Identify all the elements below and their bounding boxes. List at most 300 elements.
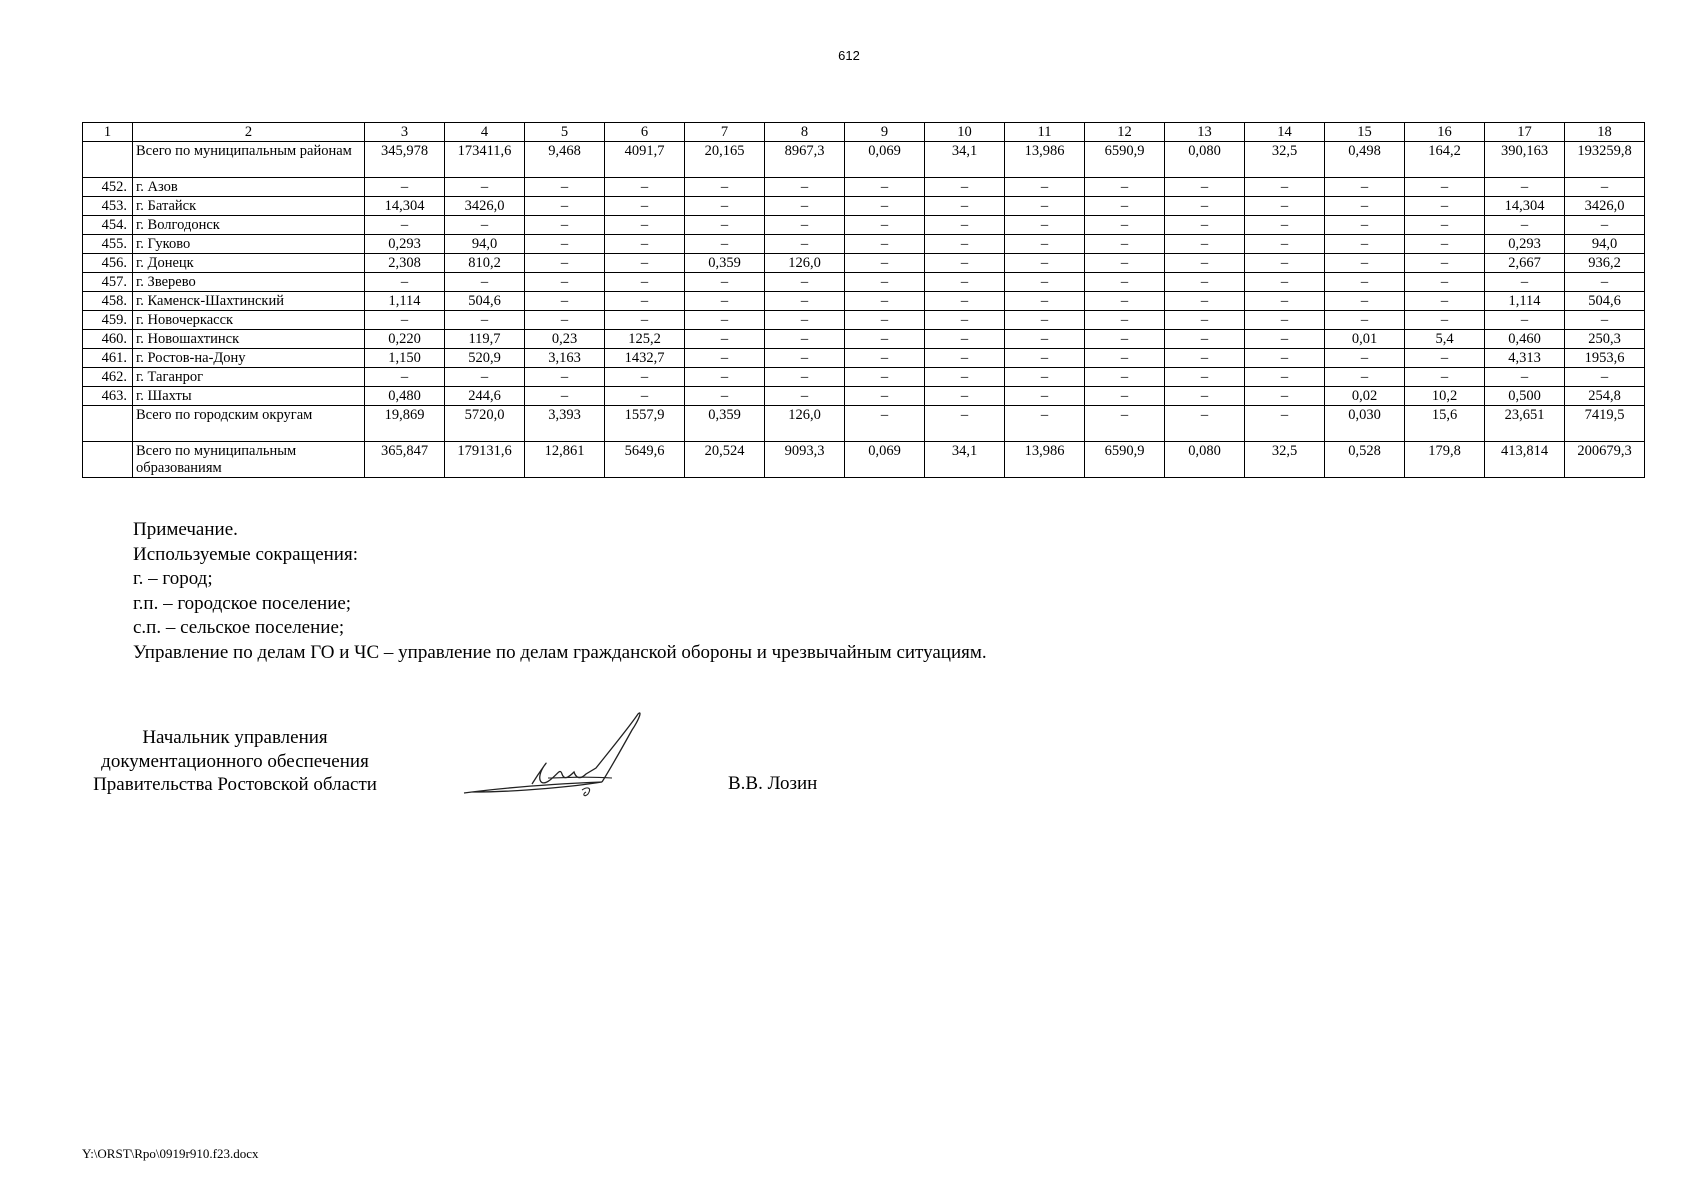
table-cell: – <box>1325 178 1405 197</box>
table-cell: – <box>925 311 1005 330</box>
note-line: с.п. – сельское поселение; <box>133 617 345 638</box>
table-cell: – <box>1005 292 1085 311</box>
row-name: г. Гуково <box>133 235 365 254</box>
table-cell: 20,165 <box>685 142 765 178</box>
table-cell: – <box>765 235 845 254</box>
table-cell: – <box>845 273 925 292</box>
table-row <box>83 406 1645 442</box>
table-cell: – <box>925 387 1005 406</box>
table-cell: 345,978 <box>365 142 445 178</box>
signer-title-line: Начальник управления <box>142 727 328 748</box>
table-cell: – <box>845 311 925 330</box>
table-cell: – <box>1245 406 1325 442</box>
table-cell: – <box>925 330 1005 349</box>
table-cell: – <box>685 216 765 235</box>
table-cell: 0,498 <box>1325 142 1405 178</box>
table-cell: 413,814 <box>1485 442 1565 478</box>
column-header: 9 <box>845 123 925 142</box>
table-cell: – <box>1325 349 1405 368</box>
table-cell: – <box>1165 178 1245 197</box>
data-table <box>82 122 1645 478</box>
table-cell: – <box>845 387 925 406</box>
table-cell: – <box>1325 216 1405 235</box>
table-cell: – <box>525 216 605 235</box>
table-cell: – <box>525 311 605 330</box>
table-cell: – <box>1485 178 1565 197</box>
table-cell: – <box>765 178 845 197</box>
table-cell: – <box>925 254 1005 273</box>
table-cell: – <box>1565 178 1645 197</box>
table-cell: – <box>845 349 925 368</box>
row-number: 455. <box>83 235 133 254</box>
table-cell: – <box>525 178 605 197</box>
row-name: г. Таганрог <box>133 368 365 387</box>
table-cell: – <box>1565 368 1645 387</box>
table-cell: – <box>1245 254 1325 273</box>
table-cell: – <box>605 292 685 311</box>
table-cell: – <box>605 387 685 406</box>
table-row <box>83 442 1645 478</box>
row-name: Всего по городским округам <box>133 406 365 442</box>
table-cell: 5720,0 <box>445 406 525 442</box>
column-header: 13 <box>1165 123 1245 142</box>
table-cell: – <box>1165 254 1245 273</box>
table-cell: 0,080 <box>1165 142 1245 178</box>
table-row <box>83 142 1645 178</box>
row-number: 453. <box>83 197 133 216</box>
table-cell: 14,304 <box>1485 197 1565 216</box>
table-cell: – <box>1165 368 1245 387</box>
table-cell: 126,0 <box>765 254 845 273</box>
table-cell: – <box>1485 368 1565 387</box>
table-cell: – <box>1165 330 1245 349</box>
row-name: Всего по муниципальным районам <box>133 142 365 178</box>
table-cell: – <box>445 273 525 292</box>
table-cell: – <box>1245 273 1325 292</box>
table-cell: 0,069 <box>845 442 925 478</box>
table-cell: – <box>365 178 445 197</box>
table-cell: – <box>765 330 845 349</box>
row-number <box>83 442 133 478</box>
table-cell: 94,0 <box>445 235 525 254</box>
table-cell: – <box>845 368 925 387</box>
table-cell: 94,0 <box>1565 235 1645 254</box>
file-path: Y:\ORST\Rpo\0919r910.f23.docx <box>82 1146 259 1161</box>
row-name: г. Зверево <box>133 273 365 292</box>
table-cell: 13,986 <box>1005 442 1085 478</box>
table-cell: 20,524 <box>685 442 765 478</box>
table-cell: 6590,9 <box>1085 442 1165 478</box>
table-cell: – <box>1325 273 1405 292</box>
table-cell: – <box>1325 292 1405 311</box>
table-row <box>83 197 1645 216</box>
table-cell: – <box>765 387 845 406</box>
table-cell: – <box>605 178 685 197</box>
table-cell: 1,114 <box>365 292 445 311</box>
table-cell: 365,847 <box>365 442 445 478</box>
row-name: г. Донецк <box>133 254 365 273</box>
table-row <box>83 368 1645 387</box>
table-cell: – <box>1085 235 1165 254</box>
table-cell: – <box>1485 216 1565 235</box>
table-cell: – <box>525 368 605 387</box>
table-cell: – <box>765 311 845 330</box>
table-cell: 504,6 <box>1565 292 1645 311</box>
table-cell: – <box>685 349 765 368</box>
table-cell: – <box>1085 406 1165 442</box>
table-cell: – <box>605 235 685 254</box>
table-cell: 2,667 <box>1485 254 1565 273</box>
table-cell: 0,480 <box>365 387 445 406</box>
table-cell: – <box>1165 235 1245 254</box>
table-row <box>83 349 1645 368</box>
table-cell: – <box>1565 311 1645 330</box>
table-cell: – <box>525 197 605 216</box>
table-cell: – <box>1005 254 1085 273</box>
table-cell: – <box>1085 216 1165 235</box>
table-cell: – <box>1565 273 1645 292</box>
table-cell: – <box>845 216 925 235</box>
table-cell: – <box>445 368 525 387</box>
row-number: 459. <box>83 311 133 330</box>
table-row <box>83 387 1645 406</box>
row-number: 461. <box>83 349 133 368</box>
table-row <box>83 273 1645 292</box>
table-row <box>83 235 1645 254</box>
table-cell: – <box>1405 235 1485 254</box>
table-cell: – <box>685 178 765 197</box>
table-cell: – <box>685 273 765 292</box>
table-cell: – <box>1325 197 1405 216</box>
table-cell: – <box>605 254 685 273</box>
table-cell: – <box>1405 311 1485 330</box>
table-row <box>83 311 1645 330</box>
table-cell: 179,8 <box>1405 442 1485 478</box>
handwritten-signature <box>462 708 672 803</box>
table-cell: 6590,9 <box>1085 142 1165 178</box>
note-line: г. – город; <box>133 568 213 589</box>
table-cell: 0,01 <box>1325 330 1405 349</box>
table-cell: – <box>685 292 765 311</box>
note-line: Используемые сокращения: <box>133 543 358 565</box>
table-cell: 32,5 <box>1245 142 1325 178</box>
table-cell: – <box>1165 292 1245 311</box>
table-cell: – <box>925 216 1005 235</box>
row-number: 456. <box>83 254 133 273</box>
table-cell: 250,3 <box>1565 330 1645 349</box>
table-cell: – <box>765 349 845 368</box>
table-cell: 0,528 <box>1325 442 1405 478</box>
table-cell: 244,6 <box>445 387 525 406</box>
table-cell: – <box>1085 349 1165 368</box>
table-cell: – <box>1005 349 1085 368</box>
row-name: г. Новошахтинск <box>133 330 365 349</box>
table-cell: – <box>1405 273 1485 292</box>
table-cell: – <box>1405 254 1485 273</box>
column-header: 18 <box>1565 123 1645 142</box>
table-cell: – <box>525 387 605 406</box>
table-cell: – <box>1245 349 1325 368</box>
table-cell: – <box>1085 311 1165 330</box>
column-header: 6 <box>605 123 685 142</box>
table-cell: 12,861 <box>525 442 605 478</box>
table-cell: – <box>445 311 525 330</box>
row-number: 462. <box>83 368 133 387</box>
table-cell: – <box>1005 178 1085 197</box>
table-cell: – <box>1405 349 1485 368</box>
table-cell: – <box>1405 216 1485 235</box>
table-cell: 5649,6 <box>605 442 685 478</box>
table-cell: – <box>1085 273 1165 292</box>
table-cell: 0,069 <box>845 142 925 178</box>
table-cell: 8967,3 <box>765 142 845 178</box>
table-cell: – <box>1165 216 1245 235</box>
table-cell: – <box>1005 387 1085 406</box>
table-cell: – <box>1085 254 1165 273</box>
table-cell: – <box>845 197 925 216</box>
table-cell: – <box>605 311 685 330</box>
table-cell: – <box>685 311 765 330</box>
table-cell: 3426,0 <box>445 197 525 216</box>
table-cell: – <box>685 387 765 406</box>
table-cell: – <box>1565 216 1645 235</box>
table-cell: – <box>1245 330 1325 349</box>
table-cell: 3,393 <box>525 406 605 442</box>
table-cell: – <box>1325 368 1405 387</box>
table-cell: 0,359 <box>685 406 765 442</box>
table-cell: – <box>685 235 765 254</box>
table-cell: – <box>925 349 1005 368</box>
signer-name: В.В. Лозин <box>728 773 818 794</box>
table-header <box>83 123 1645 142</box>
table-cell: – <box>1165 197 1245 216</box>
column-header: 10 <box>925 123 1005 142</box>
table-cell: 10,2 <box>1405 387 1485 406</box>
table-row <box>83 254 1645 273</box>
table-cell: – <box>1405 178 1485 197</box>
table-cell: 3,163 <box>525 349 605 368</box>
table-cell: – <box>1245 292 1325 311</box>
row-number: 457. <box>83 273 133 292</box>
row-name: г. Шахты <box>133 387 365 406</box>
column-header: 5 <box>525 123 605 142</box>
row-name: г. Ростов-на-Дону <box>133 349 365 368</box>
table-cell: 1557,9 <box>605 406 685 442</box>
row-number <box>83 142 133 178</box>
table-cell: – <box>925 197 1005 216</box>
column-header: 8 <box>765 123 845 142</box>
table-cell: – <box>1005 406 1085 442</box>
table-cell: – <box>1005 368 1085 387</box>
table-cell: 2,308 <box>365 254 445 273</box>
row-number: 463. <box>83 387 133 406</box>
table-cell: – <box>1245 178 1325 197</box>
table-row <box>83 178 1645 197</box>
table-cell: – <box>845 235 925 254</box>
table-cell: 173411,6 <box>445 142 525 178</box>
table-cell: – <box>1165 387 1245 406</box>
table-cell: – <box>1325 254 1405 273</box>
table-cell: 1,150 <box>365 349 445 368</box>
row-name: г. Каменск-Шахтинский <box>133 292 365 311</box>
table-row <box>83 330 1645 349</box>
row-name: г. Волгодонск <box>133 216 365 235</box>
table-cell: – <box>925 292 1005 311</box>
table-cell: 1953,6 <box>1565 349 1645 368</box>
row-number <box>83 406 133 442</box>
table-cell: – <box>605 273 685 292</box>
row-number: 452. <box>83 178 133 197</box>
table-cell: – <box>1405 292 1485 311</box>
table-cell: – <box>1085 368 1165 387</box>
signer-title-line: Правительства Ростовской области <box>93 774 377 795</box>
table-cell: – <box>845 330 925 349</box>
table-cell: – <box>1405 197 1485 216</box>
table-cell: 504,6 <box>445 292 525 311</box>
page-number: 612 <box>838 48 860 63</box>
table-cell: 125,2 <box>605 330 685 349</box>
table-cell: – <box>1245 311 1325 330</box>
column-header: 17 <box>1485 123 1565 142</box>
table-cell: – <box>1005 216 1085 235</box>
table-cell: – <box>925 273 1005 292</box>
row-name: г. Азов <box>133 178 365 197</box>
table-cell: 0,030 <box>1325 406 1405 442</box>
table-cell: – <box>925 235 1005 254</box>
table-cell: – <box>605 368 685 387</box>
table-cell: 1,114 <box>1485 292 1565 311</box>
table-cell: 193259,8 <box>1565 142 1645 178</box>
table-cell: – <box>685 330 765 349</box>
column-header: 1 <box>83 123 133 142</box>
table-cell: – <box>845 406 925 442</box>
column-header: 15 <box>1325 123 1405 142</box>
table-cell: – <box>1245 368 1325 387</box>
table-cell: 179131,6 <box>445 442 525 478</box>
table-cell: 34,1 <box>925 142 1005 178</box>
table-cell: – <box>765 197 845 216</box>
table-cell: – <box>605 216 685 235</box>
row-name: Всего по муниципальным образованиям <box>133 442 365 478</box>
note-line: г.п. – городское поселение; <box>133 592 352 614</box>
table-cell: 0,359 <box>685 254 765 273</box>
note-line: Примечание. <box>133 519 238 540</box>
table-cell: 119,7 <box>445 330 525 349</box>
column-header: 16 <box>1405 123 1485 142</box>
table-cell: – <box>1485 273 1565 292</box>
table-cell: – <box>1485 311 1565 330</box>
table-cell: – <box>1005 273 1085 292</box>
table-cell: – <box>1245 235 1325 254</box>
table-cell: – <box>1245 216 1325 235</box>
row-number: 454. <box>83 216 133 235</box>
table-cell: – <box>765 292 845 311</box>
row-number: 460. <box>83 330 133 349</box>
table-cell: – <box>365 216 445 235</box>
table-cell: – <box>1085 178 1165 197</box>
table-cell: – <box>925 178 1005 197</box>
table-cell: 0,460 <box>1485 330 1565 349</box>
table-cell: 0,02 <box>1325 387 1405 406</box>
table-cell: – <box>1085 197 1165 216</box>
table-cell: – <box>925 406 1005 442</box>
table-cell: – <box>1165 406 1245 442</box>
table-cell: – <box>1165 311 1245 330</box>
table-cell: 14,304 <box>365 197 445 216</box>
table-cell: – <box>1085 387 1165 406</box>
table-cell: – <box>685 197 765 216</box>
table-cell: – <box>445 178 525 197</box>
column-header: 11 <box>1005 123 1085 142</box>
column-header: 14 <box>1245 123 1325 142</box>
table-cell: 390,163 <box>1485 142 1565 178</box>
table-cell: – <box>845 292 925 311</box>
table-cell: – <box>605 197 685 216</box>
table-cell: 3426,0 <box>1565 197 1645 216</box>
table-cell: 1432,7 <box>605 349 685 368</box>
column-header: 12 <box>1085 123 1165 142</box>
table-body <box>83 142 1645 478</box>
table-cell: – <box>1005 330 1085 349</box>
table-cell: – <box>1245 197 1325 216</box>
table-cell: 19,869 <box>365 406 445 442</box>
table-cell: – <box>525 235 605 254</box>
table-cell: 126,0 <box>765 406 845 442</box>
table-cell: – <box>365 368 445 387</box>
table-cell: 0,23 <box>525 330 605 349</box>
column-header: 4 <box>445 123 525 142</box>
table-cell: – <box>1405 368 1485 387</box>
table-cell: 4091,7 <box>605 142 685 178</box>
table-cell: 13,986 <box>1005 142 1085 178</box>
column-header: 2 <box>133 123 365 142</box>
table-cell: – <box>1005 311 1085 330</box>
table-cell: – <box>765 368 845 387</box>
table-cell: 9,468 <box>525 142 605 178</box>
table-cell: – <box>1245 387 1325 406</box>
table-cell: 254,8 <box>1565 387 1645 406</box>
table-cell: 0,080 <box>1165 442 1245 478</box>
table-cell: 0,500 <box>1485 387 1565 406</box>
table-cell: – <box>1165 273 1245 292</box>
table-cell: 200679,3 <box>1565 442 1645 478</box>
table-cell: – <box>525 292 605 311</box>
table-cell: – <box>1085 292 1165 311</box>
notes-block <box>133 518 987 665</box>
table-cell: 23,651 <box>1485 406 1565 442</box>
table-cell: – <box>685 368 765 387</box>
table-cell: 936,2 <box>1565 254 1645 273</box>
table-cell: – <box>1325 311 1405 330</box>
table-cell: – <box>365 311 445 330</box>
column-header: 7 <box>685 123 765 142</box>
row-name: г. Батайск <box>133 197 365 216</box>
note-line: Управление по делам ГО и ЧС – управление по делам гражданской обороны и чрезвычайным ситуациям. <box>133 641 987 663</box>
table-cell: 0,293 <box>1485 235 1565 254</box>
table-cell: – <box>1085 330 1165 349</box>
table-cell: 9093,3 <box>765 442 845 478</box>
row-number: 458. <box>83 292 133 311</box>
table-cell: 0,220 <box>365 330 445 349</box>
signer-title <box>80 726 390 797</box>
table-row <box>83 292 1645 311</box>
table-cell: – <box>1005 197 1085 216</box>
table-cell: – <box>365 273 445 292</box>
table-cell: 34,1 <box>925 442 1005 478</box>
table-cell: 15,6 <box>1405 406 1485 442</box>
table-row <box>83 216 1645 235</box>
table-cell: – <box>445 216 525 235</box>
